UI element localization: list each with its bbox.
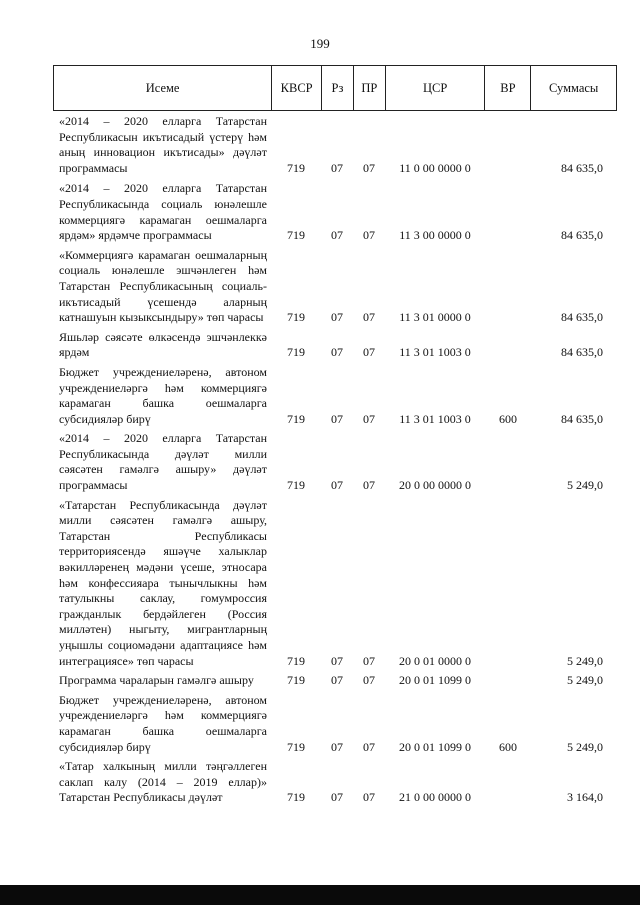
row-sum: 84 635,0 xyxy=(561,160,603,175)
budget-table xyxy=(53,65,617,111)
row-kvsr: 719 xyxy=(287,790,305,805)
row-name: «Татарстан Республикасында дәүләт милли сәясәтен гамәлгә ашыру, Татарстан Республикасы территориясендә яшәүче халыклар вәкилләренең мәдәни үсеше, этносара һәм конфессияара тынычлыкны һәм татулыкны саклау, гомумроссия гражданлык бердәйлеген (Россия милләтен) ныгыту, мигрантларның уңышлы социомәдәни адаптациясе һәм интеграциясе» төп чарасы xyxy=(59,497,267,668)
row-name: «2014 – 2020 елларга Татарстан Республикасын икътисадый үстерү һәм аның инновацион икътисады» дәүләт программасы xyxy=(59,114,267,175)
row-kvsr: 719 xyxy=(287,673,305,688)
row-csr: 20 0 01 0000 0 xyxy=(399,653,471,668)
row-pr: 07 xyxy=(363,739,375,754)
row-pr: 07 xyxy=(363,160,375,175)
table-row xyxy=(53,365,617,427)
table-row xyxy=(53,114,617,176)
row-sum: 84 635,0 xyxy=(561,411,603,426)
row-name: «Татар халкының милли тәңгәллеген саклап калу (2014 – 2019 еллар)» Татарстан Республикасы дәүләт xyxy=(59,759,267,805)
row-pr: 07 xyxy=(363,673,375,688)
row-name: Программа чараларын гамәлгә ашыру xyxy=(59,673,254,688)
row-name: «2014 – 2020 елларга Татарстан Республикасында социаль юнәлешле коммерциягә карамаган оешмаларга ярдәм» ярдәмче программасы xyxy=(59,181,267,243)
row-csr: 20 0 01 1099 0 xyxy=(399,673,471,688)
row-name: Бюджет учреждениеләренә, автоном учреждениеләргә һәм коммерциягә карамаган башка оешмаларга субсидияләр бирү xyxy=(59,364,267,426)
row-sum: 5 249,0 xyxy=(567,739,603,754)
row-csr: 11 0 00 0000 0 xyxy=(399,160,471,175)
table-row xyxy=(53,181,617,243)
table-row xyxy=(53,673,617,689)
row-rz: 07 xyxy=(331,790,343,805)
row-sum: 5 249,0 xyxy=(567,478,603,493)
row-kvsr: 719 xyxy=(287,653,305,668)
header-pr: ПР xyxy=(353,66,385,110)
row-kvsr: 719 xyxy=(287,739,305,754)
row-sum: 84 635,0 xyxy=(561,310,603,325)
row-pr: 07 xyxy=(363,653,375,668)
row-pr: 07 xyxy=(363,345,375,360)
row-csr: 11 3 00 0000 0 xyxy=(399,228,471,243)
row-name: Яшьләр сәясәте өлкәсендә эшчәнлеккә ярдәм xyxy=(59,329,267,360)
row-csr: 20 0 00 0000 0 xyxy=(399,478,471,493)
row-rz: 07 xyxy=(331,345,343,360)
row-rz: 07 xyxy=(331,673,343,688)
row-kvsr: 719 xyxy=(287,478,305,493)
row-csr: 20 0 01 1099 0 xyxy=(399,739,471,754)
table-row xyxy=(53,759,617,806)
row-csr: 11 3 01 1003 0 xyxy=(399,411,471,426)
row-sum: 5 249,0 xyxy=(567,673,603,688)
row-vr: 600 xyxy=(499,739,517,754)
scan-edge xyxy=(0,885,640,905)
row-csr: 11 3 01 1003 0 xyxy=(399,345,471,360)
header-sum: Суммасы xyxy=(530,66,616,110)
table-row xyxy=(53,248,617,326)
row-rz: 07 xyxy=(331,739,343,754)
row-kvsr: 719 xyxy=(287,160,305,175)
row-csr: 21 0 00 0000 0 xyxy=(399,790,471,805)
row-pr: 07 xyxy=(363,790,375,805)
row-sum: 3 164,0 xyxy=(567,790,603,805)
row-kvsr: 719 xyxy=(287,310,305,325)
row-pr: 07 xyxy=(363,310,375,325)
row-rz: 07 xyxy=(331,228,343,243)
row-rz: 07 xyxy=(331,160,343,175)
row-kvsr: 719 xyxy=(287,411,305,426)
row-pr: 07 xyxy=(363,411,375,426)
row-name: «Коммерциягә карамаган оешмаларның социаль юнәлешле эшчәнлеген һәм Татарстан Республикасының социаль-икътисадый үсешендә аларның катнашуын кызыксындыру» төп чарасы xyxy=(59,247,267,325)
row-sum: 84 635,0 xyxy=(561,228,603,243)
table-header xyxy=(53,65,617,111)
header-csr: ЦСР xyxy=(385,66,485,110)
table-row xyxy=(53,330,617,361)
table-row xyxy=(53,693,617,755)
row-rz: 07 xyxy=(331,310,343,325)
row-rz: 07 xyxy=(331,411,343,426)
header-vr: ВР xyxy=(484,66,530,110)
table-row xyxy=(53,431,617,493)
header-rz: Рз xyxy=(321,66,353,110)
row-csr: 11 3 01 0000 0 xyxy=(399,310,471,325)
header-kvsr: КВСР xyxy=(271,66,321,110)
table-row xyxy=(53,498,617,670)
row-rz: 07 xyxy=(331,653,343,668)
page-number: 199 xyxy=(310,36,330,51)
row-name: «2014 – 2020 елларга Татарстан Республикасында дәүләт милли сәясәтен гамәлгә ашыру» дәүләт программасы xyxy=(59,431,267,493)
row-pr: 07 xyxy=(363,228,375,243)
row-rz: 07 xyxy=(331,478,343,493)
row-kvsr: 719 xyxy=(287,345,305,360)
table-body xyxy=(53,112,617,806)
row-kvsr: 719 xyxy=(287,228,305,243)
header-name: Исеме xyxy=(145,80,180,95)
row-vr: 600 xyxy=(499,411,517,426)
row-sum: 5 249,0 xyxy=(567,653,603,668)
row-name: Бюджет учреждениеләренә, автоном учреждениеләргә һәм коммерциягә карамаган башка оешмаларга субсидияләр бирү xyxy=(59,692,267,754)
row-sum: 84 635,0 xyxy=(561,345,603,360)
row-pr: 07 xyxy=(363,478,375,493)
